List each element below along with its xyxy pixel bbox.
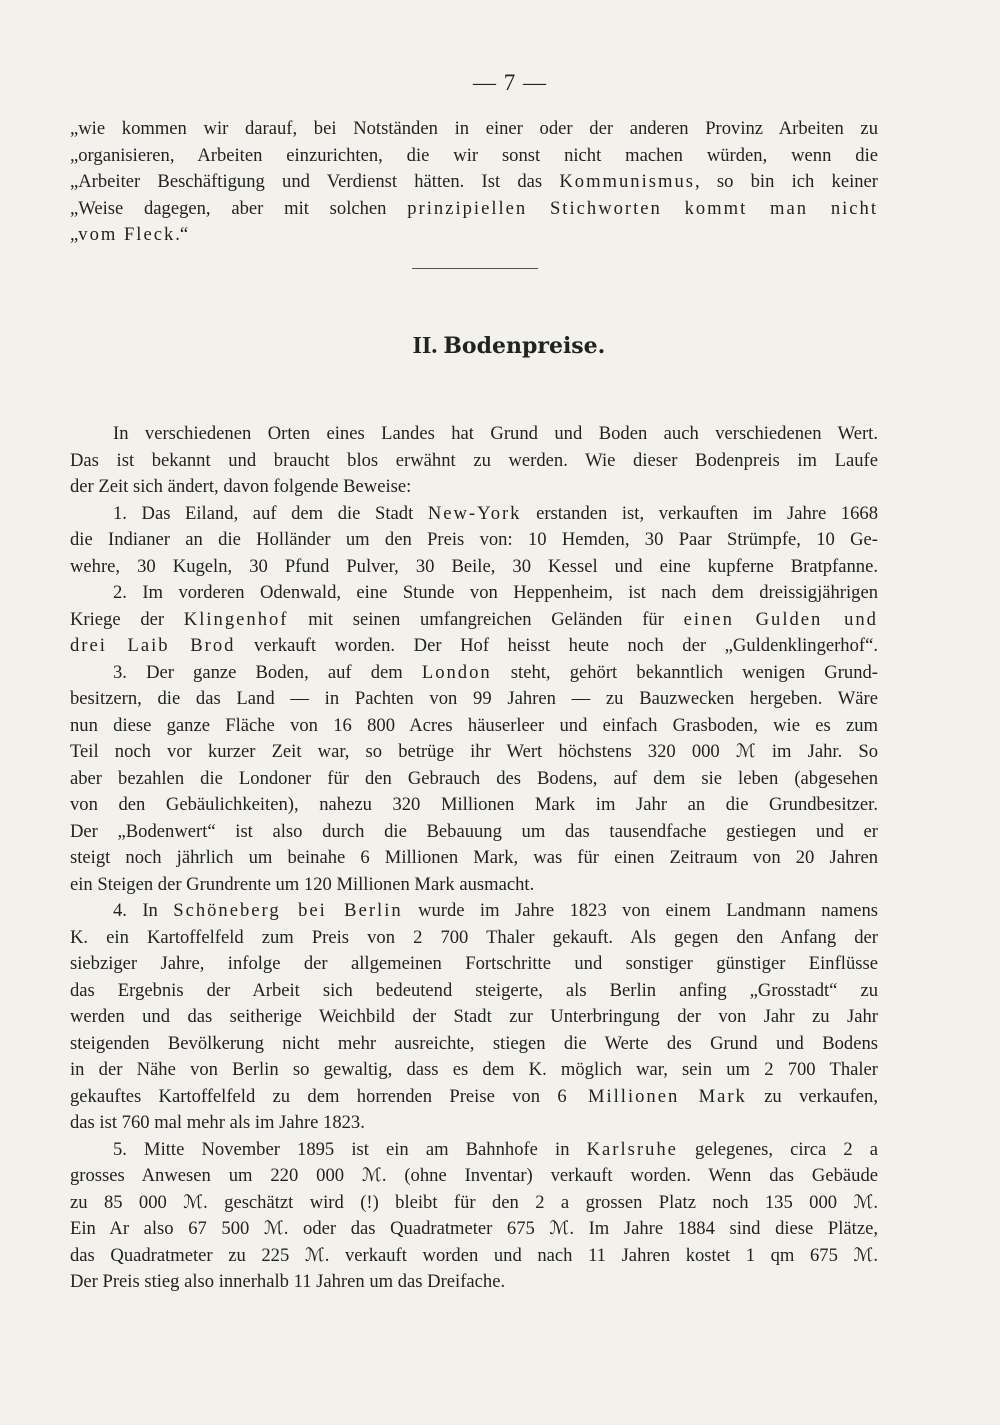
text-line: „Weise dagegen, aber mit solchen prinzipiellen Stichworten kommt man nicht: [70, 197, 878, 219]
text-line: wehre, 30 Kugeln, 30 Pfund Pulver, 30 Beile, 30 Kessel und eine kupferne Bratpfanne.: [70, 555, 878, 577]
text-line: „organisieren, Arbeiten einzurichten, die wir sonst nicht machen würden, wenn die: [70, 144, 878, 166]
text-line: das ist 760 mal mehr als im Jahre 1823.: [70, 1112, 365, 1133]
text-line: Der „Bodenwert“ ist also durch die Bebauung um das tausendfache gestiegen und er: [70, 820, 878, 842]
separator-rule: [412, 268, 538, 269]
text-line: das Quadratmeter zu 225 ℳ. verkauft worden und nach 11 Jahren kostet 1 qm 675 ℳ.: [70, 1244, 878, 1266]
text-line: von den Gebäulichkeiten), nahezu 320 Millionen Mark im Jahr an die Grundbesitzer.: [70, 794, 878, 815]
text-line: 3. Der ganze Boden, auf dem London steht, gehört bekanntlich wenigen Grund-: [113, 661, 878, 683]
text-line: besitzern, die das Land — in Pachten von 99 Jahren — zu Bauzwecken hergeben. Wäre: [70, 688, 878, 709]
section-title: Bodenpreise.: [443, 333, 606, 359]
text-line: 2. Im vorderen Odenwald, eine Stunde von Heppenheim, ist nach dem dreissigjährigen: [113, 582, 878, 603]
text-line: ein Steigen der Grundrente um 120 Millionen Mark ausmacht.: [70, 873, 535, 895]
text-line: steigt noch jährlich um beinahe 6 Millionen Mark, was für einen Zeitraum von 20 Jahren: [70, 847, 878, 868]
text-line: In verschiedenen Orten eines Landes hat Grund und Boden auch verschiedenen Wert.: [113, 423, 878, 444]
text-line: das Ergebnis der Arbeit sich bedeutend steigerte, als Berlin anfing „Grosstadt“ zu: [70, 979, 878, 1001]
text-line: grosses Anwesen um 220 000 ℳ. (ohne Inventar) verkauft worden. Wenn das Gebäude: [70, 1165, 878, 1186]
text-line: werden und das seitherige Weichbild der Stadt zur Unterbringung der von Jahr zu Jahr: [70, 1006, 878, 1027]
text-line: der Zeit sich ändert, davon folgende Beweise:: [70, 476, 412, 497]
text-line: steigenden Bevölkerung nicht mehr ausreichte, stiegen die Werte des Grund und Bodens: [70, 1032, 878, 1054]
page-number: — 7 —: [473, 70, 547, 95]
spaced-text: New-York: [427, 502, 522, 524]
spaced-text: Schöneberg bei Berlin: [173, 900, 403, 921]
text-line: die Indianer an die Holländer um den Preis von: 10 Hemden, 30 Paar Strümpfe, 10 Ge-: [70, 529, 878, 550]
text-line: Ein Ar also 67 500 ℳ. oder das Quadratmeter 675 ℳ. Im Jahre 1884 sind diese Plätze,: [70, 1218, 878, 1239]
spaced-text: Kommunismus: [559, 171, 696, 192]
text-line: in der Nähe von Berlin so gewaltig, dass es dem K. möglich war, sein um 2 700 Thaler: [70, 1059, 878, 1080]
text-line: nun diese ganze Fläche von 16 800 Acres häuserleer und einfach Grasboden, wie es zum: [70, 714, 878, 736]
text-line: „vom Fleck.“: [70, 224, 189, 245]
text-line: 4. In Schöneberg bei Berlin wurde im Jahre 1823 von einem Landmann namens: [113, 900, 878, 921]
section-heading: [0, 333, 1000, 360]
spaced-text: vom Fleck: [78, 224, 176, 245]
spaced-text: einen Gulden und: [683, 608, 878, 630]
text-line: gekauftes Kartoffelfeld zu dem horrenden Preise von 6 Millionen Mark zu verkaufen,: [70, 1085, 878, 1107]
text-line: zu 85 000 ℳ. geschätzt wird (!) bleibt für den 2 a grossen Platz noch 135 000 ℳ.: [70, 1191, 878, 1213]
text-line: Der Preis stieg also innerhalb 11 Jahren um das Dreifache.: [70, 1271, 506, 1292]
text-line: Teil noch vor kurzer Zeit war, so betrüge ihr Wert höchstens 320 000 ℳ im Jahr. So: [70, 741, 878, 762]
text-line: „Arbeiter Beschäftigung und Verdienst hätten. Ist das Kommunismus, so bin ich keiner: [70, 171, 878, 192]
text-line: Kriege der Klingenhof mit seinen umfangreichen Geländen für einen Gulden und: [70, 608, 878, 630]
section-number: II.: [412, 333, 438, 359]
text-line: K. ein Kartoffelfeld zum Preis von 2 700 Thaler gekauft. Als gegen den Anfang der: [70, 926, 878, 948]
text-line: drei Laib Brod verkauft worden. Der Hof heisst heute noch der „Guldenklingerhof“.: [70, 635, 878, 656]
spaced-text: Klingenhof: [183, 608, 289, 630]
text-line: 1. Das Eiland, auf dem die Stadt New-York erstanden ist, verkauften im Jahre 1668: [113, 502, 878, 524]
text-line: siebziger Jahre, infolge der allgemeinen Fortschritte und sonstiger günstiger Einflüsse: [70, 953, 878, 974]
text-line: „wie kommen wir darauf, bei Notständen in einer oder der anderen Provinz Arbeiten zu: [70, 118, 878, 139]
spaced-text: Karlsruhe: [586, 1138, 678, 1160]
text-line: aber bezahlen die Londoner für den Gebrauch des Bodens, auf dem sie leben (abgesehen: [70, 767, 878, 789]
spaced-text: London: [421, 661, 492, 683]
body-text: [70, 421, 878, 1296]
spaced-text: prinzipiellen Stichworten kommt man nicht: [407, 197, 878, 219]
text-line: Das ist bekannt und braucht blos erwähnt zu werden. Wie dieser Bodenpreis im Laufe: [70, 449, 878, 471]
quote-block: [70, 116, 878, 249]
spaced-text: drei Laib Brod: [70, 635, 236, 656]
spaced-text: 6 Millionen Mark: [557, 1085, 747, 1107]
text-line: 5. Mitte November 1895 ist ein am Bahnhofe in Karlsruhe gelegenes, circa 2 a: [113, 1138, 878, 1160]
